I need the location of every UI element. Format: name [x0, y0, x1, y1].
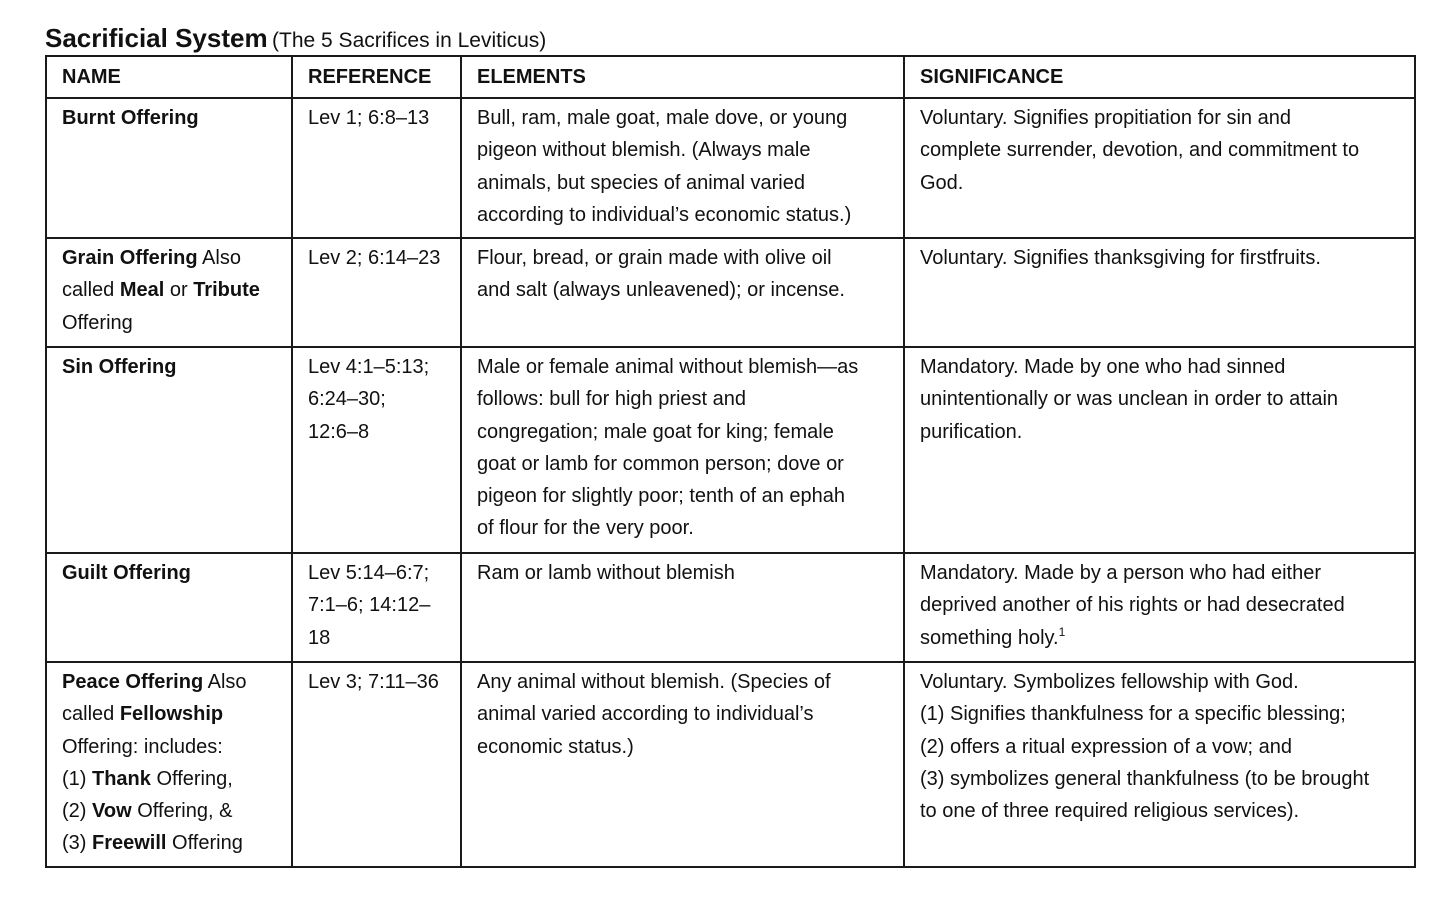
significance-line: purification. — [920, 420, 1023, 443]
offering-subtype — [62, 795, 277, 827]
name-text: called — [62, 703, 120, 726]
offering-name: Grain Offering — [62, 247, 198, 269]
cell-elements — [461, 238, 904, 347]
reference-line: Lev 2; 6:14–23 — [308, 247, 441, 269]
name-text: (2) — [62, 800, 92, 823]
name-text: Offering, & — [131, 800, 233, 823]
offering-name: Peace Offering — [62, 671, 204, 693]
significance-line — [920, 622, 1400, 654]
significance-line: Mandatory. Made by a person who had either — [920, 562, 1321, 584]
elements-line: goat or lamb for common person; dove or — [477, 452, 844, 475]
cell-significance — [904, 662, 1415, 867]
significance-line: unintentionally or was unclean in order to attain — [920, 388, 1339, 411]
reference-line: Lev 5:14–6:7; — [308, 562, 430, 584]
cell-reference — [292, 98, 461, 238]
offering-name: Guilt Offering — [62, 562, 191, 584]
name-bold-text: Tribute — [193, 279, 260, 302]
offering-name-line — [62, 698, 277, 730]
significance-line: Voluntary. Signifies propitiation for sin and — [920, 107, 1291, 129]
offering-name-line — [62, 242, 277, 274]
offering-subtype — [62, 827, 277, 859]
cell-name — [46, 553, 292, 662]
name-text: Also — [197, 247, 241, 269]
name-text: (1) — [62, 767, 92, 790]
name-text: Offering: includes: — [62, 735, 223, 758]
significance-text: something holy. — [920, 626, 1059, 649]
cell-elements — [461, 662, 904, 867]
name-text: (3) — [62, 832, 92, 855]
name-text: Offering — [166, 832, 243, 855]
name-bold-text: Thank — [92, 767, 151, 790]
cell-name — [46, 662, 292, 867]
cell-elements — [461, 347, 904, 553]
elements-line: animals, but species of animal varied — [477, 171, 805, 194]
offering-name-line — [62, 274, 277, 306]
significance-line: God. — [920, 171, 964, 194]
cell-elements — [461, 98, 904, 238]
significance-line: complete surrender, devotion, and commitment to — [920, 139, 1360, 162]
cell-significance — [904, 347, 1415, 553]
significance-line: (3) symbolizes general thankfulness (to be brought — [920, 767, 1370, 790]
elements-line: according to individual’s economic status.) — [477, 203, 852, 226]
cell-reference — [292, 553, 461, 662]
cell-reference — [292, 347, 461, 553]
cell-name — [46, 98, 292, 238]
offering-name-line — [62, 666, 277, 698]
name-text: called — [62, 279, 120, 302]
significance-line: to one of three required religious services). — [920, 800, 1300, 823]
cell-elements — [461, 553, 904, 662]
reference-line: Lev 4:1–5:13; — [308, 356, 430, 378]
cell-significance — [904, 98, 1415, 238]
elements-line: animal varied according to individual’s — [477, 703, 814, 726]
cell-significance — [904, 553, 1415, 662]
elements-line: of flour for the very poor. — [477, 517, 694, 540]
cell-name — [46, 347, 292, 553]
name-bold-text: Freewill — [92, 832, 167, 855]
sacrifices-table — [45, 55, 1416, 868]
name-bold-text: Vow — [92, 800, 132, 823]
table-row — [46, 347, 1415, 553]
elements-line: congregation; male goat for king; female — [477, 420, 834, 443]
significance-line: Mandatory. Made by one who had sinned — [920, 356, 1286, 378]
title-subtitle: (The 5 Sacrifices in Leviticus) — [272, 29, 547, 52]
table-row — [46, 238, 1415, 347]
reference-line: 18 — [308, 626, 331, 649]
reference-line: 6:24–30; — [308, 388, 386, 411]
table-row — [46, 553, 1415, 662]
elements-line: Male or female animal without blemish—as — [477, 356, 859, 378]
cell-reference — [292, 238, 461, 347]
header-reference: REFERENCE — [292, 56, 461, 98]
elements-line: pigeon without blemish. (Always male — [477, 139, 811, 162]
reference-line: 12:6–8 — [308, 420, 370, 443]
name-text: Also — [203, 671, 247, 693]
footnote-marker: 1 — [1058, 624, 1066, 639]
significance-line: (2) offers a ritual expression of a vow; and — [920, 735, 1293, 758]
elements-line: Ram or lamb without blemish — [477, 562, 735, 584]
significance-line: deprived another of his rights or had desecrated — [920, 594, 1345, 617]
offering-name: Sin Offering — [62, 356, 177, 378]
table-header-row — [46, 56, 1415, 98]
elements-line: Bull, ram, male goat, male dove, or young — [477, 107, 848, 129]
table-row — [46, 662, 1415, 867]
name-bold-text: Fellowship — [119, 703, 224, 726]
table-row — [46, 98, 1415, 238]
name-text: or — [164, 279, 194, 302]
significance-line: (1) Signifies thankfulness for a specific blessing; — [920, 703, 1346, 726]
cell-significance — [904, 238, 1415, 347]
elements-line: Any animal without blemish. (Species of — [477, 671, 831, 693]
significance-line: Voluntary. Symbolizes fellowship with God. — [920, 671, 1299, 693]
elements-line: economic status.) — [477, 735, 634, 758]
reference-line: 7:1–6; 14:12– — [308, 594, 431, 617]
name-text: Offering, — [150, 767, 233, 790]
elements-line: follows: bull for high priest and — [477, 388, 747, 411]
offering-name: Burnt Offering — [62, 107, 199, 129]
elements-line: pigeon for slightly poor; tenth of an ephah — [477, 485, 846, 508]
cell-name — [46, 238, 292, 347]
reference-line: Lev 1; 6:8–13 — [308, 107, 430, 129]
offering-subtype — [62, 763, 277, 795]
header-significance: SIGNIFICANCE — [904, 56, 1415, 98]
name-text: Offering — [62, 311, 133, 334]
title-main: Sacrificial System — [45, 23, 268, 53]
cell-reference — [292, 662, 461, 867]
significance-line: Voluntary. Signifies thanksgiving for firstfruits. — [920, 247, 1321, 269]
header-name: NAME — [46, 56, 292, 98]
reference-line: Lev 3; 7:11–36 — [308, 671, 439, 693]
elements-line: Flour, bread, or grain made with olive oil — [477, 247, 832, 269]
header-elements: ELEMENTS — [461, 56, 904, 98]
name-bold-text: Meal — [119, 279, 165, 302]
elements-line: and salt (always unleavened); or incense. — [477, 279, 845, 302]
